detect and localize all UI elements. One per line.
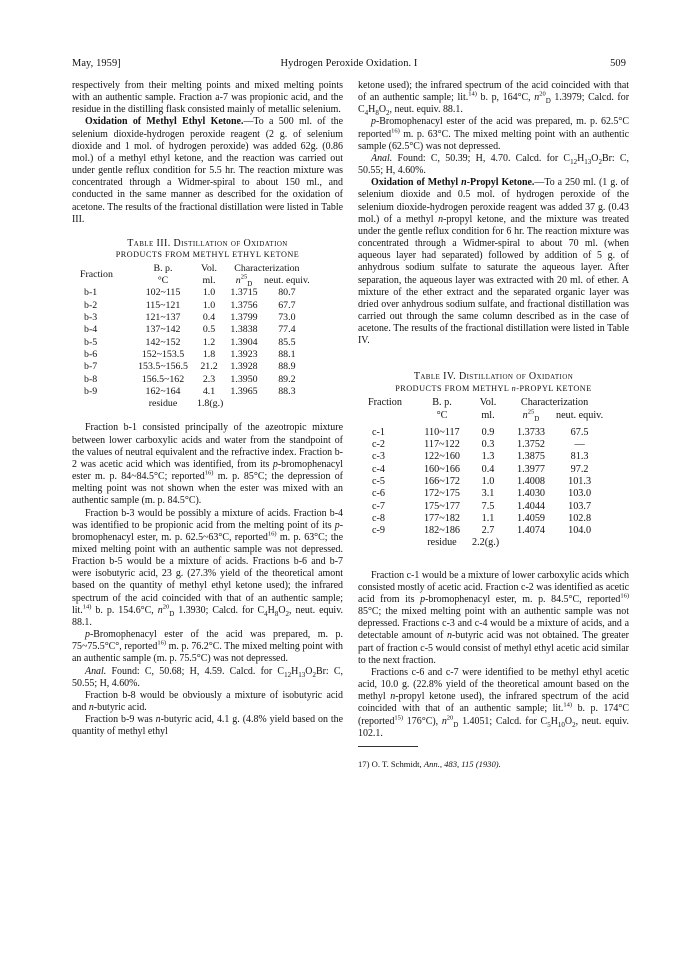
paragraph <box>358 116 629 152</box>
fraction-cell: b-1 <box>84 287 98 299</box>
subscript: 8 <box>375 109 379 118</box>
volume-cell: 1.0 <box>481 475 495 487</box>
symbol: n <box>534 92 540 104</box>
refractive-index-cell: 1.4044 <box>516 500 545 512</box>
table-row <box>80 324 310 336</box>
subscript: 13 <box>298 670 306 679</box>
fraction-cell: c-2 <box>372 439 386 451</box>
boiling-point-cell: 166~172 <box>423 475 461 487</box>
text: Fraction c-1 would be a mixture of lower carboxylic acids which consisted mostly of acetic acid. Fraction c-2 was identified as acetic acid from its <box>358 569 629 606</box>
table-body <box>368 427 603 538</box>
refractive-index-cell: 1.3799 <box>230 312 258 324</box>
text: -propyl ketone, and the mixture was treated under the gentle reflux condition for 6 hr. The reaction mixture was concentrated through a Widmer-spiral to about 70 ml. (when aqueous layer had separated) followed by addition of 5 g. of anhydrous sodium sulfate to saturate the aqueous layer. After separation, the aqueous layer was extracted with 20 ml. of ether. A mixture of the ether extract and the separated organic layer was dried over anhydrous sodium sulfate, and fractional distillation was carried out through the same column described as in the case of acetone. The results of the fractional distillation were listed in Table IV. <box>358 213 629 347</box>
volume-cell: 1.0 <box>202 299 216 311</box>
volume-cell: 1.1 <box>481 512 495 524</box>
volume-cell: 0.3 <box>481 439 495 451</box>
reference: 14) <box>563 702 573 710</box>
volume-cell: 1.3 <box>481 451 495 463</box>
table-header-row <box>368 410 603 427</box>
column-unit: ml. <box>202 275 216 287</box>
reference: 16) <box>620 592 629 600</box>
boiling-point-cell: 110~117 <box>424 426 460 438</box>
text: Anal. <box>85 665 107 677</box>
fraction-cell: c-3 <box>372 451 386 463</box>
neutral-equivalent-cell: 103.7 <box>568 500 592 512</box>
column-unit: °C <box>157 275 169 287</box>
subscript: 12 <box>570 157 578 166</box>
boiling-point-cell: 115~121 <box>145 299 181 311</box>
table-cell <box>556 537 603 549</box>
neutral-equivalent-cell: — <box>574 439 585 451</box>
paragraph <box>358 153 629 177</box>
text: -bromophenacyl ester m. p. 84~84.5°C; reported <box>72 458 343 483</box>
volume-cell: 0.4 <box>202 312 216 324</box>
residue-value: 1.8(g.) <box>197 398 224 410</box>
table-row <box>80 337 310 349</box>
text: m. p. 63°C. The mixed melting point with an authentic sample (62.5°C) was not depressed. <box>358 128 629 152</box>
symbol: n <box>522 409 528 421</box>
column-unit: °C <box>436 409 448 421</box>
table-row <box>368 439 603 451</box>
refractive-index-cell: 1.3756 <box>230 299 258 311</box>
refractive-index-cell: 1.3733 <box>516 426 545 438</box>
refractive-index-cell: 1.3965 <box>230 385 258 397</box>
text: PRODUCTS FROM METHYL <box>395 383 512 393</box>
table-row <box>80 300 310 312</box>
text: , neut. equiv. 102.1. <box>358 715 629 739</box>
reference: 16) <box>157 639 167 647</box>
boiling-point-cell: 153.5~156.5 <box>138 361 188 373</box>
header-date: May, 1959] <box>72 58 121 69</box>
reference: 14) <box>468 90 477 98</box>
subscript: D <box>169 609 175 618</box>
column-header: Fraction <box>368 397 402 409</box>
neutral-equivalent-cell: 104.0 <box>568 525 592 537</box>
boiling-point-cell: 152~153.5 <box>141 348 185 360</box>
text: O <box>278 604 286 616</box>
boiling-point-cell: 182~186 <box>423 525 461 537</box>
text: respectively from their melting points and mixed melting points with an authentic sample. Fraction a-7 was propionic acid, and the residue in the distilling flask consisted mainly of metallic selenium. <box>72 80 343 116</box>
page-number: 509 <box>610 58 626 69</box>
table-caption-line: Table IV. Distillation of Oxidation <box>413 371 574 383</box>
text: n <box>511 383 517 393</box>
boiling-point-cell: 117~122 <box>424 439 460 451</box>
table-row <box>368 488 603 500</box>
footnote-number: 17) <box>358 758 370 769</box>
text: -PROPYL KETONE <box>516 383 592 393</box>
table-cell <box>264 398 310 410</box>
column-unit: ml. <box>481 409 495 421</box>
symbol: n <box>235 275 241 287</box>
subscript: D <box>534 414 540 423</box>
superscript: 25 <box>240 273 248 281</box>
subscript: 2 <box>572 720 576 729</box>
subscript: 2 <box>386 109 390 118</box>
fraction-cell: b-6 <box>84 348 98 360</box>
data-table <box>80 263 310 411</box>
symbol: n <box>157 604 163 616</box>
data-table <box>368 397 603 549</box>
text: b. p, 164°C, <box>476 92 535 104</box>
reference: 16) <box>204 469 214 477</box>
column-header <box>506 410 556 427</box>
neutral-equivalent-cell: 73.0 <box>278 312 296 324</box>
fraction-cell: b-3 <box>84 312 98 324</box>
fraction-cell: c-5 <box>372 475 386 487</box>
table-row <box>80 374 310 386</box>
text: 176°C), <box>403 715 442 727</box>
table-row <box>368 476 603 488</box>
right-column <box>358 80 629 770</box>
refractive-index-cell: 1.3923 <box>230 348 258 360</box>
text: b. p. 154.6°C, <box>91 604 158 616</box>
column-header <box>224 275 264 287</box>
fraction-cell: c-9 <box>372 525 386 537</box>
table-row <box>368 525 603 537</box>
boiling-point-cell: 156.5~162 <box>141 373 185 385</box>
column-header: B. p. <box>153 262 173 274</box>
header-title: Hydrogen Peroxide Oxidation. I <box>280 58 418 69</box>
paragraph <box>72 629 343 665</box>
volume-cell: 7.5 <box>481 500 495 512</box>
table-row <box>80 398 310 410</box>
residue-label: residue <box>427 537 457 549</box>
refractive-index-cell: 1.3904 <box>230 336 258 348</box>
neutral-equivalent-cell: 85.5 <box>278 336 296 348</box>
refractive-index-cell: 1.3875 <box>516 451 545 463</box>
refractive-index-cell: 1.3950 <box>230 373 258 385</box>
neutral-equivalent-cell: 81.3 <box>570 451 589 463</box>
column-header: Characterization <box>520 397 589 409</box>
table-cell <box>80 398 132 410</box>
reference: 16) <box>391 127 400 135</box>
fraction-cell: b-9 <box>84 385 98 397</box>
neutral-equivalent-cell: 102.8 <box>568 512 592 524</box>
text: n <box>155 714 161 726</box>
text: -Bromophenacyl ester of the acid was prepared, m. p. 62.5°C reported <box>358 116 629 140</box>
refractive-index-cell: 1.4059 <box>516 512 545 524</box>
text: -Bromophenacyl ester of the acid was prepared, m. p. 75~75.5°C°, reported <box>72 629 343 653</box>
table-cell <box>368 410 414 427</box>
fraction-cell: b-2 <box>84 299 98 311</box>
neutral-equivalent-cell: 67.5 <box>570 426 589 438</box>
text: Fraction b-1 consisted principally of the azeotropic mixture between lower carboxylic acids and water from the standpoint of the values of neutral equivalent and the refractive index. Fraction b-2 was acetic acid which was identified, from its <box>72 422 343 470</box>
boiling-point-cell: 142~152 <box>145 336 181 348</box>
paragraph <box>358 177 629 347</box>
column-header: Vol. <box>200 262 217 274</box>
subscript: 13 <box>584 157 592 166</box>
neutral-equivalent-cell: 88.1 <box>278 348 296 360</box>
table-row <box>80 361 310 373</box>
text: p <box>272 458 278 470</box>
text: H <box>267 604 275 616</box>
text: 1.4051; Calcd. for C <box>458 715 548 727</box>
volume-cell: 1.8 <box>202 348 216 360</box>
boiling-point-cell: 122~160 <box>423 451 461 463</box>
table-row <box>368 464 603 476</box>
neutral-equivalent-cell: 97.2 <box>570 463 589 475</box>
footnote-divider <box>358 746 418 747</box>
volume-cell: 2.3 <box>202 373 216 385</box>
volume-cell: 1.2 <box>202 336 216 348</box>
footnote <box>358 759 629 770</box>
neutral-equivalent-cell: 67.7 <box>278 299 296 311</box>
boiling-point-cell: 175~177 <box>423 500 461 512</box>
volume-cell: 1.0 <box>202 287 216 299</box>
paragraph <box>358 80 629 116</box>
text: Fraction b-8 would be obviously a mixture of isobutyric acid and <box>72 689 343 714</box>
neutral-equivalent-cell: 103.0 <box>568 488 592 500</box>
table-caption-line: Table III. Distillation of Oxidation <box>127 237 288 249</box>
text: H <box>291 665 299 677</box>
text: O. T. Schmidt, <box>369 758 424 769</box>
reference: 15) <box>394 714 404 722</box>
text: -butyric acid was not obtained. The greater part of fraction c-5 would consist of methyl ethyl acetic acid similar to the next fraction. <box>358 630 629 666</box>
text: —To a 500 ml. of the selenium dioxide-hydrogen peroxide reagent (2 g. of selenium dioxide and 1 mol. of hydrogen peroxide) was added 62g. (0.86 mol.) of a methyl ethyl ketone, and the reaction was carried out under gentle reflux condition for 5.5 hr. The reaction mixture was concentrated through a Widmer-spiral to about 150 ml., and conducted in the same manner as described for the oxidation of acetone. The results of the fractional distillation were listed in Table III. <box>72 116 343 225</box>
text: Fractions c-6 and c-7 were identified to be methyl ethyl acetic acid, 10.0 g. (22.8% yield of the theoretical amount based on the methyl <box>358 666 629 703</box>
boiling-point-cell: 137~142 <box>145 324 181 336</box>
text: n <box>390 691 396 703</box>
subscript: 2 <box>312 670 316 679</box>
refractive-index-cell: 1.3977 <box>516 463 545 475</box>
text: p <box>420 594 426 606</box>
boiling-point-cell: 160~166 <box>423 463 461 475</box>
volume-cell: 0.5 <box>202 324 216 336</box>
volume-cell: 0.4 <box>481 463 495 475</box>
paragraph <box>72 666 343 690</box>
fraction-cell: c-4 <box>372 463 386 475</box>
text: -bromophenacyl ester, m. p. 84.5°C, reported <box>425 594 621 606</box>
refractive-index-cell: 1.3928 <box>230 361 258 373</box>
fraction-cell: b-5 <box>84 336 98 348</box>
fraction-cell: c-8 <box>372 512 386 524</box>
text: m. p. 76.2°C. The mixed melting point with an authentic sample (m. p. 75.5°C) was not depressed. <box>72 641 343 665</box>
text: n <box>438 213 444 225</box>
column-header: Characterization <box>234 262 300 274</box>
text: O <box>305 665 313 677</box>
paragraph <box>72 422 343 507</box>
volume-cell: 3.1 <box>481 488 495 500</box>
text: 1.3930; Calcd. for C <box>174 604 265 616</box>
fraction-cell: b-4 <box>84 324 98 336</box>
text: n <box>447 630 452 642</box>
neutral-equivalent-cell: 89.2 <box>278 373 296 385</box>
text: Br: C, 50.55; H, 4.60%. <box>358 152 630 177</box>
text: Found: C, 50.39; H, 4.70. Calcd. for C <box>392 152 571 164</box>
fraction-cell: c-6 <box>372 488 386 500</box>
text: -propyl ketone used), the infrared spectrum of the acid coincided with that of an authentic sample; lit. <box>358 691 629 715</box>
volume-cell: 21.2 <box>200 361 218 373</box>
subscript: D <box>453 720 459 729</box>
refractive-index-cell: 1.4074 <box>516 525 545 537</box>
paragraph <box>72 508 343 630</box>
subscript: 2 <box>598 157 602 166</box>
section-heading <box>371 177 534 188</box>
volume-cell: 4.1 <box>202 385 216 397</box>
neutral-equivalent-cell: 101.3 <box>568 475 592 487</box>
column-header: Vol. <box>479 397 497 409</box>
text: —To a 250 ml. (1 g. of selenium dioxide and 0.5 mol. of hydrogen peroxide of the selenium dioxide-hydrogen peroxide reagent was added 37 g. (0.43 mol.) of a methyl <box>358 177 629 225</box>
text: Fraction b-9 was <box>85 714 156 726</box>
text: 85°C; the mixed melting point with an authentic sample was not depressed. Fractions c-3 and c-4 would be a mixture of acids, and a detectable amount of <box>358 606 629 642</box>
text: O <box>564 715 573 727</box>
neutral-equivalent-cell: 77.4 <box>278 324 296 336</box>
column-header: neut. equiv. <box>556 409 604 421</box>
superscript: 20 <box>446 714 454 722</box>
text: p <box>334 519 340 531</box>
refractive-index-cell: 1.3715 <box>230 287 258 299</box>
table-row <box>368 427 603 439</box>
volume-cell: 0.9 <box>481 426 495 438</box>
paragraph <box>72 690 343 714</box>
refractive-index-cell: 1.3838 <box>230 324 258 336</box>
fraction-cell: c-1 <box>372 426 386 438</box>
boiling-point-cell: 177~182 <box>423 512 461 524</box>
text: H <box>577 152 585 164</box>
text: n <box>88 702 94 714</box>
text: p <box>371 116 376 128</box>
table-row <box>368 537 603 549</box>
subscript: 5 <box>547 720 551 729</box>
text: b. p. 174°C (reported <box>358 703 629 727</box>
neutral-equivalent-cell: 80.7 <box>278 287 296 299</box>
refractive-index-cell: 1.4030 <box>516 488 545 500</box>
residue-label: residue <box>148 398 178 410</box>
text: , neut. equiv. 88.1. <box>389 104 463 116</box>
page-header <box>72 58 626 74</box>
subscript: 10 <box>557 720 565 729</box>
table-header-row <box>368 397 603 409</box>
left-column <box>72 80 343 739</box>
paragraph <box>358 570 629 667</box>
neutral-equivalent-cell: 88.3 <box>278 385 296 397</box>
text: 1.3979; Calcd. for C <box>358 92 630 116</box>
text: Fraction b-3 would be possibly a mixture of acids. Fraction b-4 was identified to be propionic acid from the melting point of its <box>72 507 343 531</box>
text: -bromophenacyl ester, m. p. 62.5~63°C, reported <box>72 519 343 543</box>
table-caption <box>72 238 343 261</box>
fraction-cell: c-7 <box>372 500 386 512</box>
boiling-point-cell: 121~137 <box>145 312 181 324</box>
table-row <box>80 312 310 324</box>
text: Anal. <box>371 152 393 164</box>
paragraph <box>72 714 343 738</box>
text: -butyric acid. <box>93 702 147 714</box>
reference: 14) <box>82 603 92 611</box>
table-caption <box>358 371 629 394</box>
refractive-index-cell: 1.3752 <box>516 439 545 451</box>
table-row <box>80 386 310 398</box>
column-header: Fraction <box>80 269 113 281</box>
table-row <box>368 501 603 513</box>
section-heading: Oxidation of Methyl Ethyl Ketone. <box>85 116 244 128</box>
superscript: 25 <box>527 408 535 416</box>
column-header: B. p. <box>432 397 452 409</box>
superscript: 20 <box>539 90 546 98</box>
refractive-index-cell: 1.4008 <box>516 475 545 487</box>
table-body <box>80 287 310 398</box>
subscript: 4 <box>264 609 268 618</box>
text: -butyric acid, 4.1 g. (4.8% yield based on the quantity of methyl ethyl <box>72 714 343 738</box>
subscript: 4 <box>364 109 369 118</box>
subscript: D <box>545 97 551 106</box>
text: Br: C, 50.55; H, 4.60%. <box>72 665 344 689</box>
residue-value: 2.2(g.) <box>472 537 500 549</box>
table-row <box>80 287 310 299</box>
text: m. p. 85°C; the depression of melting point was not shown when the ester was mixed with an authentic sample (m. p. 84.5°C). <box>72 471 343 507</box>
paragraph <box>72 80 343 116</box>
text: , neut. equiv. 88.1. <box>72 604 344 628</box>
subscript: 8 <box>274 609 279 618</box>
text: p <box>85 629 90 641</box>
text: O <box>378 104 387 116</box>
text: ketone used); the infrared spectrum of the acid coincided with that of an authentic sample; lit. <box>358 80 629 104</box>
neutral-equivalent-cell: 88.9 <box>278 361 296 373</box>
paragraph <box>358 667 629 740</box>
table-header-row <box>80 263 310 275</box>
boiling-point-cell: 172~175 <box>423 488 461 500</box>
table-caption-line: PRODUCTS FROM METHYL ETHYL KETONE <box>115 250 300 260</box>
boiling-point-cell: 162~164 <box>145 385 181 397</box>
column-header: neut. equiv. <box>264 275 310 287</box>
table-row <box>80 349 310 361</box>
table-row <box>368 451 603 463</box>
text: H <box>550 715 558 727</box>
table-cell <box>368 537 414 549</box>
boiling-point-cell: 102~115 <box>145 287 181 299</box>
subscript: D <box>247 280 253 289</box>
fraction-cell: b-7 <box>84 361 98 373</box>
reference: 16) <box>267 530 277 538</box>
text: -Propyl Ketone. <box>466 177 535 189</box>
subscript: 12 <box>284 670 292 679</box>
text: n <box>461 177 467 189</box>
paragraph <box>72 116 343 225</box>
text: O <box>591 152 599 164</box>
text: Ann., 483, 115 (1930). <box>423 758 501 769</box>
volume-cell: 2.7 <box>481 525 495 537</box>
text: Oxidation of Methyl <box>371 177 462 189</box>
text: m. p. 63°C; the mixed melting point with an authentic sample was not depressed. Fraction b-5 would be a mixture of acids. Fractions b-6 and b-7 were isobutyric acid, 23 g. (27.3% yield of the theoretical amont based on the quantity of methyl ethyl ketone used); the infrared spectrum of the acid coincided with that of an authentic sample; lit. <box>72 531 343 616</box>
fraction-cell: b-8 <box>84 373 98 385</box>
superscript: 20 <box>162 603 170 611</box>
text: H <box>368 104 376 116</box>
symbol: n <box>441 715 447 727</box>
text: Found: C, 50.68; H, 4.59. Calcd. for C <box>106 665 285 677</box>
subscript: 2 <box>285 609 290 618</box>
table-row <box>368 513 603 525</box>
table-caption-line <box>358 383 629 395</box>
